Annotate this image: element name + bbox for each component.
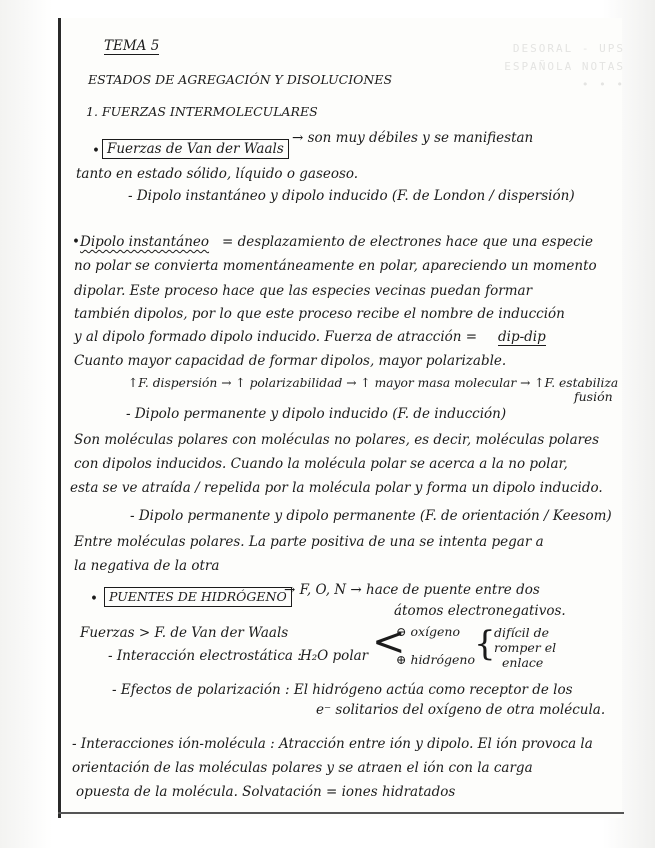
permanente-permanente-line1: Entre moléculas polares. La parte positiva de una se intenta pegar a (74, 534, 544, 550)
vdw-boxed-label: Fuerzas de Van der Waals (102, 139, 289, 159)
dipolo-instantaneo-line1: no polar se convierta momentáneamente en polar, apareciendo un momento (74, 258, 597, 274)
dispersion-relation: ↑F. dispersión → ↑ polarizabilidad → ↑ mayor masa molecular → ↑F. estabiliza (128, 375, 619, 390)
ion-molecula-line2: orientación de las moléculas polares y se atraen el ión con la carga (72, 760, 533, 776)
dificil-romper-1: difícil de (494, 625, 549, 640)
dipolo-instantaneo-line2: dipolar. Este proceso hace que las especies vecinas puedan formar (74, 283, 533, 299)
vdw-description: → son muy débiles y se manifiestan (292, 130, 534, 146)
hidrogeno-description-line2: átomos electronegativos. (394, 603, 566, 619)
dipolo-instantaneo-line3: también dipolos, por lo que este proceso recibe el nombre de inducción (74, 306, 565, 322)
permanente-inducido-item: - Dipolo permanente y dipolo inducido (F. de inducción) (126, 406, 507, 422)
polarizabilidad-line: Cuanto mayor capacidad de formar dipolos, mayor polarizable. (74, 353, 507, 369)
permanente-permanente-line2: la negativa de la otra (74, 558, 220, 574)
hidrogeno-bullet: • (90, 591, 98, 607)
hidrogeno-boxed-label: PUENTES DE HIDRÓGENO (104, 587, 292, 607)
dispersion-relation-end: fusión (574, 389, 613, 404)
topic-heading: ESTADOS DE AGREGACIÓN Y DISOLUCIONES (88, 72, 393, 87)
dificil-romper-3: enlace (502, 655, 544, 670)
hidrogeno-pole: ⊕ hidrógeno (396, 652, 475, 667)
topic-title: TEMA 5 (104, 38, 160, 54)
vdw-bullet: • (92, 143, 100, 159)
hidrogeno-description: → F, O, N → hace de puente entre dos (284, 582, 540, 598)
agua-polar: H₂O polar (300, 648, 369, 664)
efectos-polarizacion: - Efectos de polarización : El hidrógeno actúa como receptor de los (112, 682, 573, 698)
dipolo-instantaneo-term: Dipolo instantáneo (80, 234, 210, 250)
efectos-polarizacion-line2: e⁻ solitarios del oxígeno de otra molécula. (316, 702, 606, 718)
permanente-inducido-line2: con dipolos inducidos. Cuando la molécula polar se acerca a la no polar, (74, 456, 568, 472)
dipolo-instantaneo-line4: y al dipolo formado dipolo inducido. Fuerza de atracción = (74, 329, 478, 345)
dificil-romper-2: romper el (494, 640, 557, 655)
enlace-bracket: { (474, 624, 496, 664)
page-left-edge (58, 18, 61, 818)
interaccion-electrostatica: - Interacción electrostática : (108, 648, 302, 664)
dipolo-instantaneo-bullet: • (72, 234, 80, 250)
ion-molecula-line1: - Interacciones ión-molécula : Atracción entre ión y dipolo. El ión provoca la (72, 736, 593, 752)
bleed-through-text: DESORAL - UPS ESPAÑOLA NOTAS • • • (504, 42, 625, 91)
section-1-heading: 1. FUERZAS INTERMOLECULARES (86, 104, 318, 119)
oxigeno-pole: ⊖ oxígeno (396, 624, 460, 639)
agua-bracket: < (372, 619, 406, 665)
permanente-permanente-item: - Dipolo permanente y dipolo permanente (F. de orientación / Keesom) (130, 508, 612, 524)
page-bottom-edge (58, 812, 624, 814)
dipolo-instantaneo-definition: = desplazamiento de electrones hace que una especie (222, 234, 594, 250)
vdw-description-line2: tanto en estado sólido, líquido o gaseoso. (76, 166, 359, 182)
dipolo-instantaneo-item: - Dipolo instantáneo y dipolo inducido (F. de London / dispersión) (128, 188, 575, 204)
hidrogeno-compare: Fuerzas > F. de Van der Waals (80, 625, 289, 641)
fuerza-atraccion-value: dip-dip (498, 329, 546, 345)
permanente-inducido-line1: Son moléculas polares con moléculas no polares, es decir, moléculas polares (74, 432, 600, 448)
ion-molecula-line3: opuesta de la molécula. Solvatación = iones hidratados (76, 784, 456, 800)
permanente-inducido-line3: esta se ve atraída / repelida por la molécula polar y forma un dipolo inducido. (70, 480, 603, 496)
